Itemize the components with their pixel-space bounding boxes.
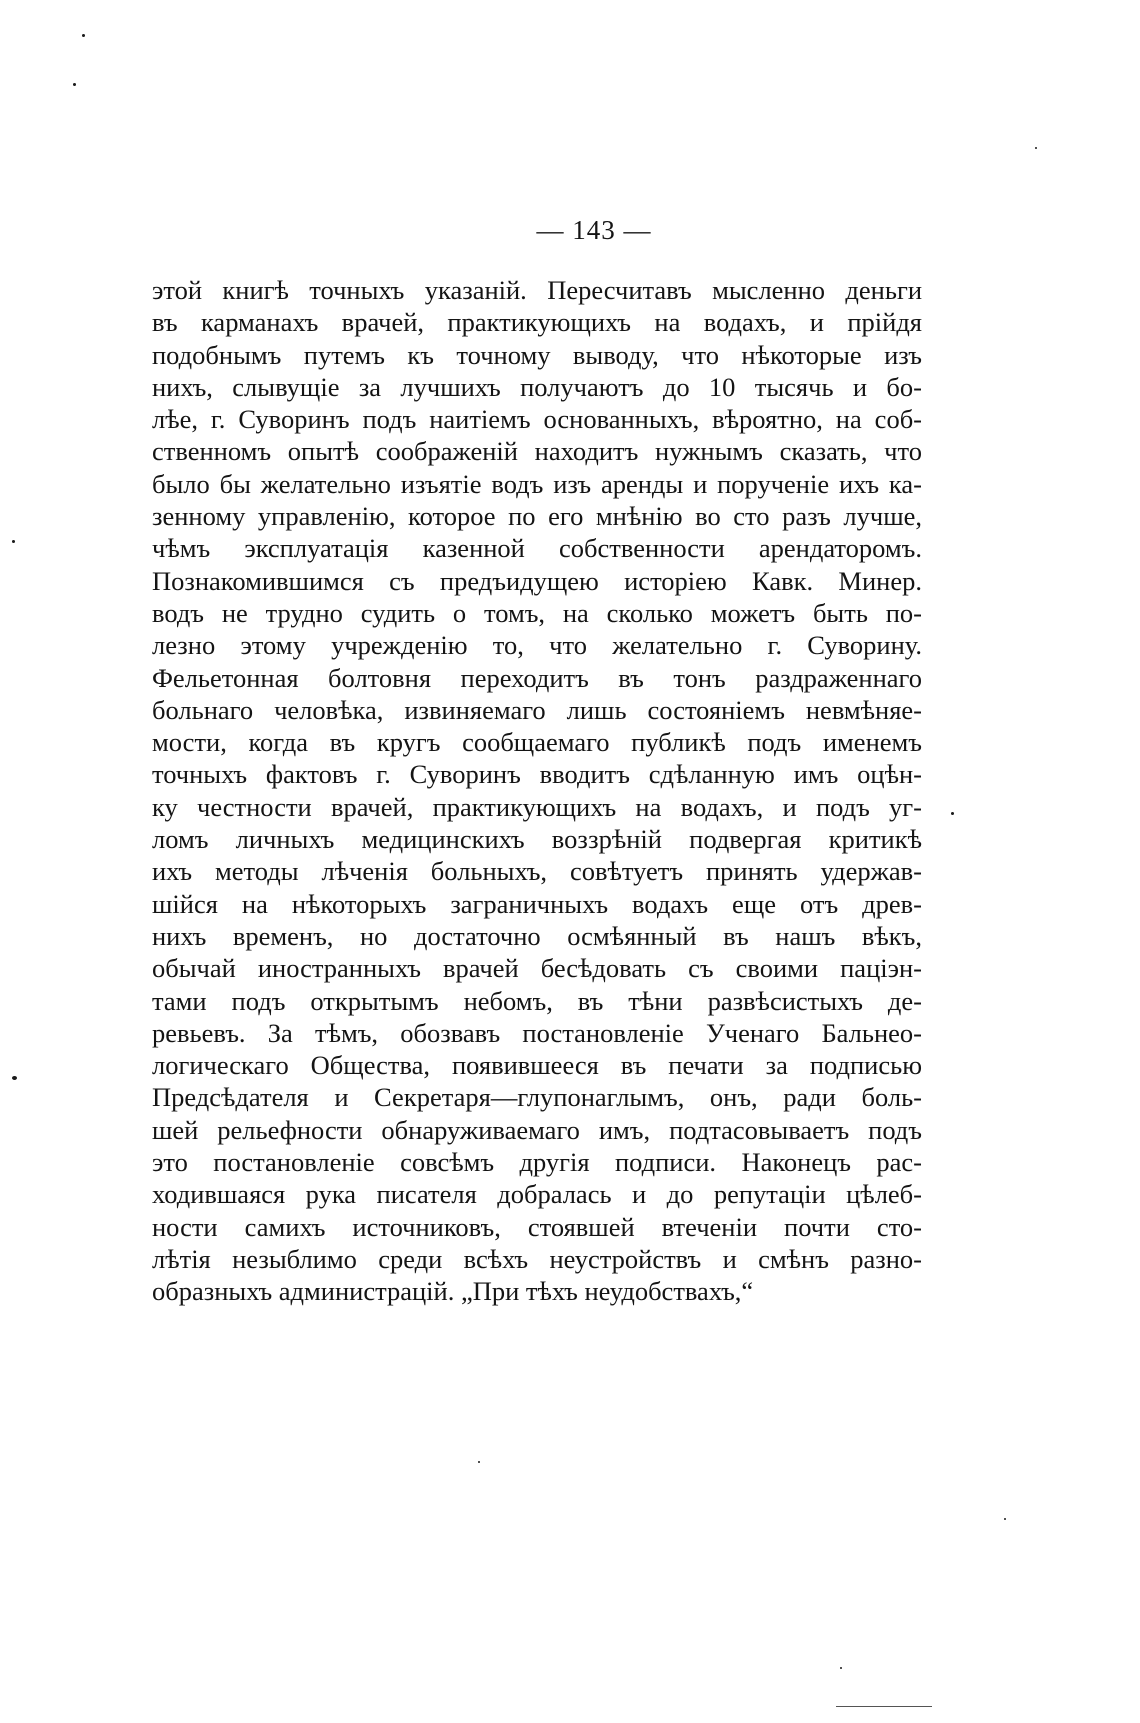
text-line: Предсѣдателя и Секретаря—глупонаглымъ, онъ, ради боль-: [152, 1082, 922, 1113]
text-line: это постановленіе совсѣмъ другія подписи. Наконецъ рас-: [152, 1147, 922, 1178]
text-line: Познакомившимся съ предъидущею исторіею Кавк. Минер.: [152, 565, 922, 596]
text-line: логическаго Общества, появившееся въ печати за подписью: [152, 1050, 922, 1081]
text-line: подобнымъ путемъ къ точному выводу, что нѣкоторые изъ: [152, 339, 922, 370]
scan-speck: [1004, 1518, 1006, 1520]
text-line: больнаго человѣка, извиняемаго лишь состояніемъ невмѣняе-: [152, 694, 922, 725]
scan-speck: [12, 1076, 17, 1080]
text-line: Фельетонная болтовня переходитъ въ тонъ раздраженнаго: [152, 662, 922, 693]
text-line: мости, когда въ кругъ сообщаемаго публикѣ подъ именемъ: [152, 727, 922, 758]
text-line-last: образныхъ администрацій. „При тѣхъ неудобствахъ,“: [152, 1276, 754, 1307]
text-line: ходившаяся рука писателя добралась и до репутаціи цѣлеб-: [152, 1179, 922, 1210]
text-line: обычай иностранныхъ врачей бесѣдовать съ своими паціэн-: [152, 953, 922, 984]
scan-speck: [12, 540, 15, 543]
text-line: точныхъ фактовъ г. Суворинъ вводитъ сдѣланную имъ оцѣн-: [152, 759, 922, 790]
scan-edge-line: [836, 1706, 932, 1707]
scan-speck: [478, 1461, 480, 1463]
text-line: лѣтія незыблимо среди всѣхъ неустройствъ и смѣнъ разно-: [152, 1243, 922, 1274]
text-line: зенному управленію, которое по его мнѣнію во сто разъ лучше,: [152, 501, 922, 532]
text-line: этой книгѣ точныхъ указаній. Пересчитавъ мысленно деньги: [152, 275, 922, 305]
text-line: лезно этому учрежденію то, что желательно г. Суворину.: [152, 630, 922, 661]
text-line: шійся на нѣкоторыхъ заграничныхъ водахъ еще отъ древ-: [152, 888, 922, 919]
scan-speck: [840, 1667, 842, 1669]
text-line: ихъ методы лѣченія больныхъ, совѣтуетъ принять удержав-: [152, 856, 922, 887]
text-line: ности самихъ источниковъ, стоявшей втеченіи почти сто-: [152, 1211, 922, 1242]
text-line: водъ не трудно судить о томъ, на сколько можетъ быть по-: [152, 597, 922, 628]
text-line: ломъ личныхъ медицинскихъ воззрѣній подвергая критикѣ: [152, 824, 922, 855]
text-line: въ карманахъ врачей, практикующихъ на водахъ, и прійдя: [152, 307, 922, 338]
scan-speck: [1035, 147, 1037, 149]
page-number: — 143 —: [536, 215, 652, 245]
text-line: ку честности врачей, практикующихъ на водахъ, и подъ уг-: [152, 791, 922, 822]
scan-speck: [73, 83, 76, 86]
text-line: тами подъ открытымъ небомъ, въ тѣни развѣсистыхъ де-: [152, 985, 922, 1016]
body-text: [152, 274, 922, 1308]
text-line: было бы желательно изъятіе водъ изъ аренды и порученіе ихъ ка-: [152, 468, 922, 499]
text-line: ственномъ опытѣ соображеній находитъ нужнымъ сказать, что: [152, 436, 922, 467]
scan-speck: [951, 812, 954, 815]
text-line: чѣмъ эксплуатація казенной собственности арендаторомъ.: [152, 533, 922, 564]
text-line: лѣе, г. Суворинъ подъ наитіемъ основанныхъ, вѣроятно, на соб-: [152, 404, 922, 435]
text-line: ревьевъ. За тѣмъ, обозвавъ постановленіе Ученаго Бальнео-: [152, 1017, 922, 1048]
text-line: нихъ, слывущіе за лучшихъ получаютъ до 10 тысячь и бо-: [152, 371, 922, 402]
scan-speck: [82, 34, 85, 37]
text-line: нихъ временъ, но достаточно осмѣянный въ нашъ вѣкъ,: [152, 920, 922, 951]
text-line: шей рельефности обнаруживаемаго имъ, подтасовываетъ подъ: [152, 1114, 922, 1145]
